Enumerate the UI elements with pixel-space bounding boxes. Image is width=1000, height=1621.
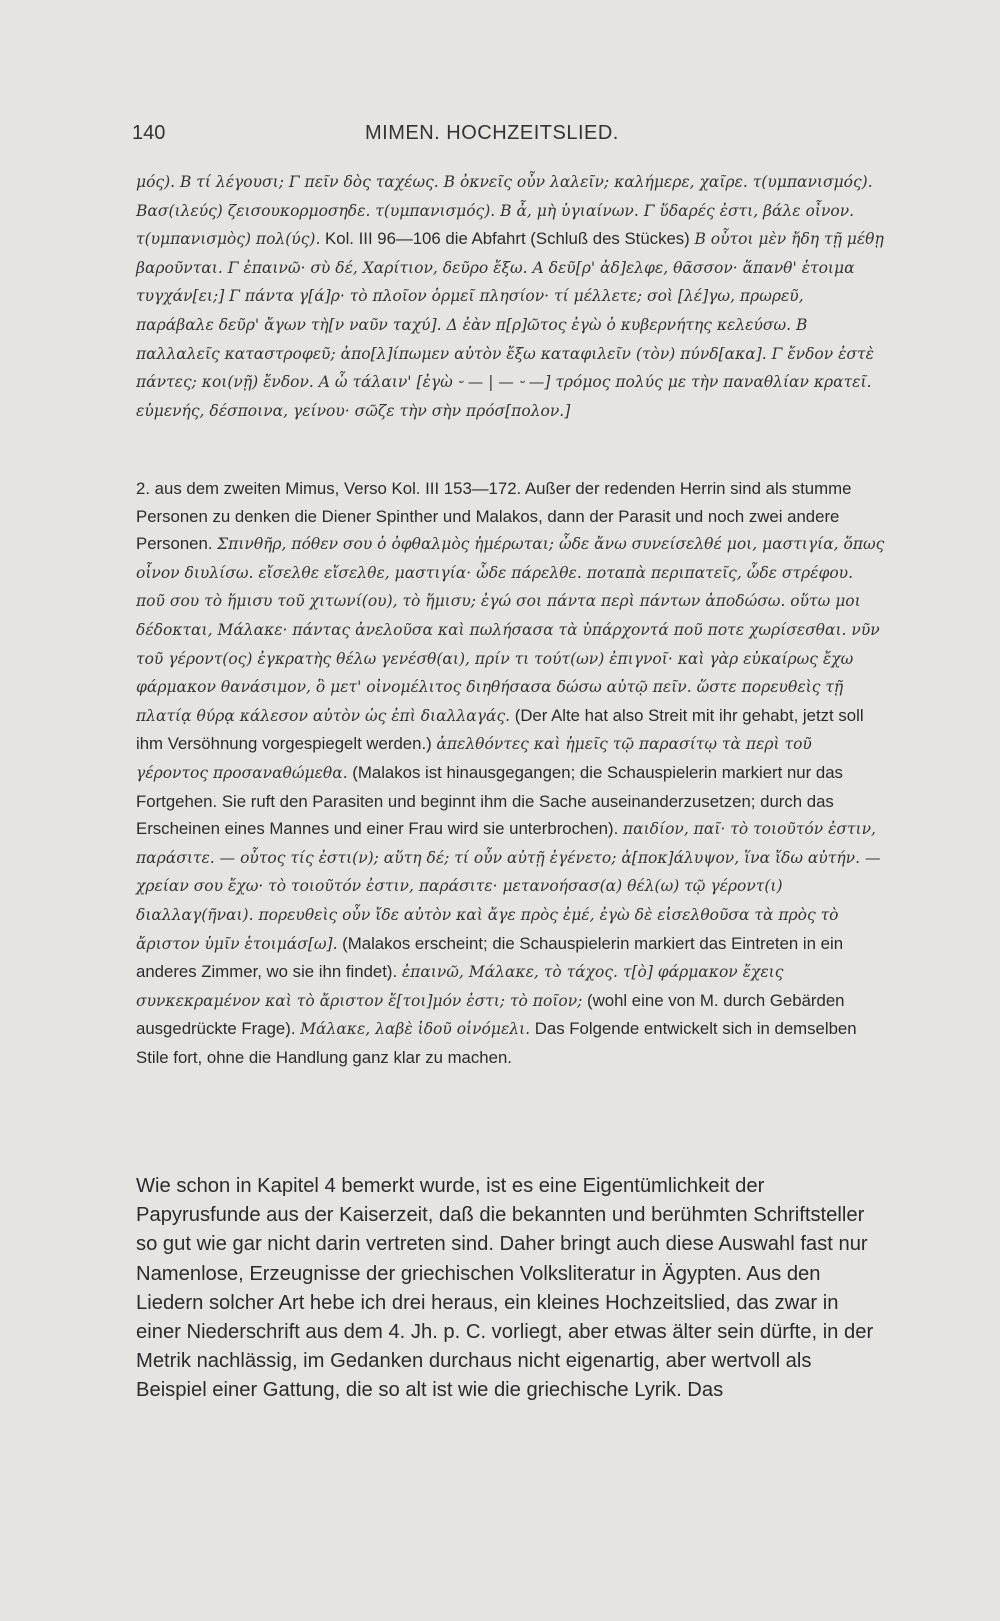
greek-text: Σπινθῆρ, πόθεν σου ὁ ὀφθαλμὸς ἠμέρωται; ὧδε ἄνω συνείσελθέ μοι, μαστιγία, ὅπως οἶνον διυλίσω. εἴσελθε εἴσελθε, μαστιγία· ὧδε πάρελθε. ποταπὰ περιπατεῖς, ὧδε στρέφου. ποῦ σου τὸ ἥμισυ τοῦ χιτωνί(ου), τὸ ἥμισυ; ἐγώ σοι πάντα περὶ πάντων ἀποδώσω. οὕτω μοι δέδοκται, Μάλακε· πάντας ἀνελοῦσα καὶ πωλήσασα τὰ ὑπάρχοντά ποῦ ποτε χωρίσεσθαι. νῦν τοῦ γέροντ(ος) ἐγκρατὴς θέλω γενέσθ(αι), πρίν τι τούτ(ων) ἐπιγνοῖ· καὶ γὰρ εὐκαίρως ἔχω φάρμακον θανάσιμον, ὃ μετ' οἰνομέλιτος διηθήσασα δώσω αὐτῷ πεῖν. ὥστε πορευθεὶς τῇ πλατίᾳ θύρᾳ κάλεσον αὐτὸν ὡς ἐπὶ διαλλαγάς.	[136, 535, 885, 725]
greek-text: παιδίον, παῖ· τὸ τοιοῦτόν ἐστιν, παράσιτε. — οὗτος τίς ἐστι(ν); αὕτη δέ; τί οὖν αὐτῇ ἐγένετο; ἀ[ποκ]άλυψον, ἵνα ἴδω αὐτήν. — χρείαν σου ἔχω· τὸ τοιοῦτόν ἐστιν, παράσιτε· μετανοήσασ(α) θέλ(ω) τῷ γέροντ(ι) διαλλαγ(ῆναι). πορευθεὶς οὖν ἴδε αὐτὸν καὶ ἄγε πρὸς ἐμέ, ἐγὼ δὲ εἰσελθοῦσα τὰ πρὸς τὸ ἄριστον ὑμῖν ἑτοιμάσ[ω].	[136, 820, 881, 953]
german-text: Kol. III 96—106 die Abfahrt (Schluß des Stückes)	[320, 229, 695, 249]
german-text: Das Folgende entwickelt sich in demselben Stile fort, ohne die Handlung ganz klar zu machen.	[136, 1019, 857, 1067]
running-title: MIMEN. HOCHZEITSLIED.	[365, 122, 619, 144]
greek-text: ἐπαινῶ, Μάλακε, τὸ τάχος. τ[ὸ] φάρμακον ἔχεις συνκεκραμένον καὶ τὸ ἄριστον ἔ[τοι]μόν ἐστι; τὸ ποῖον;	[136, 963, 784, 1010]
second-mimus-paragraph	[136, 475, 886, 1071]
greek-text: μός). B τί λέγουσι; Γ πεῖν δὸς ταχέως. B ὀκνεῖς οὖν λαλεῖν; καλήμερε, χαῖρε. τ(υμπανισμός). Βασ(ιλεύς) ζεισουκορμοσηδε. τ(υμπανισμός). B ἆ, μὴ ὑγιαίνων. Γ ὕδαρές ἐστι, βάλε οἶνον. τ(υμπανισμὸς) πολ(ύς).	[136, 173, 873, 249]
german-text: (Der Alte hat also Streit mit ihr gehabt, jetzt soll ihm Versöhnung vorgespiegelt werden.)	[136, 705, 864, 754]
german-text: (Malakos erscheint; die Schauspielerin markiert das Eintreten in ein anderes Zimmer, wo sie ihn findet).	[136, 933, 844, 982]
german-text: (Malakos ist hinausgegangen; die Schauspielerin markiert nur das Fortgehen. Sie ruft den Parasiten und beginnt ihm die Sache auseinanderzusetzen; durch das Erscheinen eines Mannes und einer Frau wird sie unterbrochen).	[136, 762, 843, 839]
german-text: (wohl eine von M. durch Gebärden ausgedrückte Frage).	[136, 990, 845, 1039]
greek-text: Μάλακε, λαβὲ ἰδοῦ οἰνόμελι.	[300, 1020, 531, 1039]
page-number: 140	[132, 122, 166, 144]
body-paragraph: Wie schon in Kapitel 4 bemerkt wurde, ist es eine Eigentümlichkeit der Papyrusfunde aus der Kaiserzeit, daß die bekannten und berühmten Schriftsteller so gut wie gar nicht darin vertreten sind. Daher bringt auch diese Auswahl fast nur Namenlose, Erzeugnisse der griechischen Volksliteratur in Ägypten. Aus den Liedern solcher Art hebe ich drei heraus, ein kleines Hochzeitslied, das zwar in einer Niederschrift aus dem 4. Jh. p. C. vorliegt, aber etwas älter sein dürfte, in der Metrik nachlässig, im Gedanken durchaus nicht eigenartig, aber wertvoll als Beispiel einer Gattung, die so alt ist wie die griechische Lyrik. Das	[136, 1175, 874, 1402]
mimus-dialogue-paragraph	[136, 168, 886, 425]
greek-text: B οὗτοι μὲν ἤδη τῇ μέθῃ βαροῦνται. Γ ἐπαινῶ· σὺ δέ, Χαρίτιον, δεῦρο ἔξω. A δεῦ[ρ' ἀδ]ελφε, θᾶσσον· ἅπανθ' ἑτοιμα τυγχάν[ει;] Γ πάντα γ[ά]ρ· τὸ πλοῖον ὁρμεῖ πλησίον· τί μέλλετε; σοὶ [λέ]γω, πρωρεῦ, παράβαλε δεῦρ' ἄγων τὴ[ν ναῦν ταχύ]. Δ ἐὰν π[ρ]ῶτος ἐγὼ ὁ κυβερνήτης κελεύσω. B παλλαλεῖς καταστροφεῦ; ἀπο[λ]ίπωμεν αὐτὸν ἔξω καταφιλεῖν (τὸν) πύνδ[ακα]. Γ ἔνδον ἐστὲ πάντες; κοι(νῇ) ἔνδον. A ὦ τάλαιν' [ἐγὼ ⏑ — | — ⏑ —] τρόμος πολύς με τὴν παναθλίαν κρατεῖ. εὐμενής, δέσποινα, γείνου· σῶζε τὴν σὴν πρόσ[πολον.]	[136, 230, 884, 420]
german-text: 2. aus dem zweiten Mimus, Verso Kol. III 153—172. Außer der redenden Herrin sind als stumme Personen zu denken die Diener Spinther und Malakos, dann der Parasit und noch zwei andere Personen.	[136, 479, 852, 554]
page-header	[132, 122, 882, 148]
greek-text: ἀπελθόντες καὶ ἡμεῖς τῷ παρασίτῳ τὰ περὶ τοῦ γέροντος προσαναθώμεθα.	[136, 735, 812, 782]
